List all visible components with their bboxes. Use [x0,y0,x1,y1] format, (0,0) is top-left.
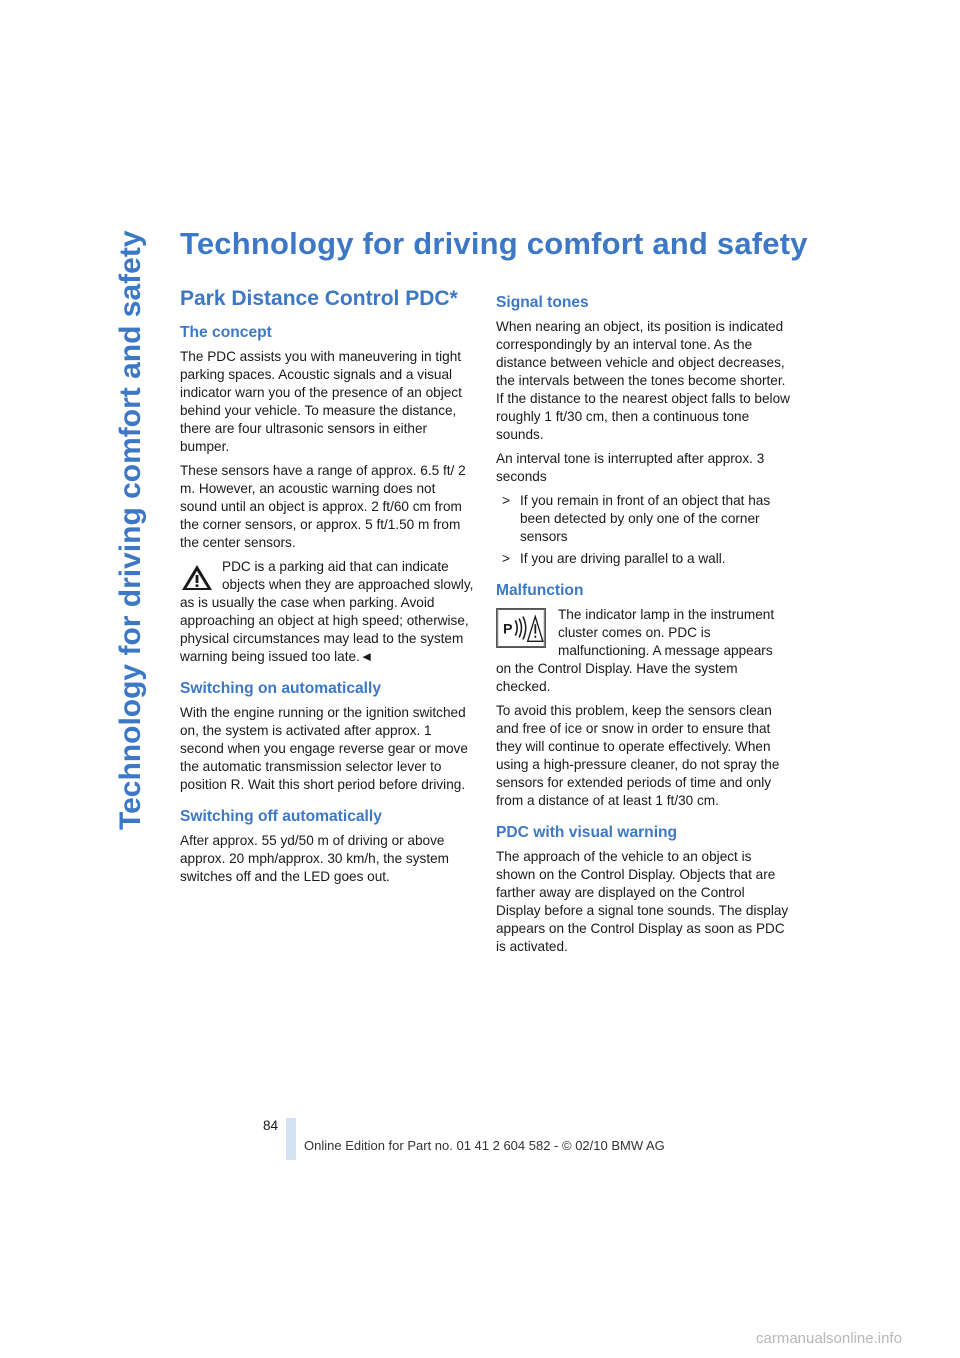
bullet-mark: > [502,493,510,508]
signal-tones-heading: Signal tones [496,294,589,311]
bullet-mark: > [502,551,510,566]
end-mark-icon: ◄ [359,649,374,664]
concept-paragraph-1: The PDC assists you with maneuvering in tight parking spaces. Acoustic signals and a visual indicator warn you of the presence of an object behind your vehicle. To measure the distance, there are four ultrasonic sensors in either bumper. [180,349,462,454]
list-item: > If you are driving parallel to a wall. [502,551,726,566]
concept-heading: The concept [180,324,272,341]
pdc-malfunction-icon [496,608,546,648]
malfunction-paragraph-1: P The indicator lamp in the instrument cluster comes on. PDC is malfunctioning. A message appears on the Control Display. Have the system checked. [496,607,775,694]
warning-text: PDC is a parking aid that can indicate objects when they are approached slowly, as is usually the case when parking. Avoid approaching an object at high speed; otherwise, physical circumstances may lead to the system warning being issued too late. [180,559,474,664]
switch-off-paragraph: After approx. 55 yd/50 m of driving or above approx. 20 mph/approx. 30 km/h, the system switches off and the LED goes out. [180,833,449,884]
left-column [180,287,474,892]
switch-on-heading: Switching on automatically [180,680,382,697]
footer-edition-text: Online Edition for Part no. 01 41 2 604 582 - © 02/10 BMW AG [304,1138,665,1153]
signal-bullet-list [496,492,790,568]
concept-paragraph-2: These sensors have a range of approx. 6.5 ft/ 2 m. However, an acoustic warning does not sound until an object is approx. 2 ft/60 cm from the corner sensors, or approx. 5 ft/1.50 m from the center sensors. [180,463,466,550]
switch-off-heading: Switching off automatically [180,808,382,825]
svg-text:P: P [502,621,513,638]
watermark: carmanualsonline.info [756,1330,902,1347]
side-chapter-title: Technology for driving comfort and safety [114,230,147,830]
signal-paragraph-1: When nearing an object, its position is indicated correspondingly by an interval tone. As the distance between vehicle and object decreases, the intervals between the tones become shorter. If the distance to the nearest object falls to below roughly 1 ft/30 cm, then a continuous tone sounds. [496,319,790,442]
warning-triangle-icon [180,562,214,592]
page-number: 84 [263,1118,279,1133]
section-title: Park Distance Control PDC* [180,287,458,310]
signal-paragraph-2: An interval tone is interrupted after approx. 3 seconds [496,451,765,484]
chapter-title: Technology for driving comfort and safety [180,226,808,261]
malfunction-paragraph-2: To avoid this problem, keep the sensors clean and free of ice or snow in order to ensure that they will continue to operate effectively. When using a high-pressure cleaner, do not spray the sensors for extended periods of time and only from a distance of at least 1 ft/30 cm. [496,703,780,808]
warning-note [180,558,474,666]
right-column [496,294,790,962]
malfunction-heading: Malfunction [496,582,584,599]
footer-bar [286,1118,296,1160]
switch-on-paragraph: With the engine running or the ignition switched on, the system is activated after approx. 1 second when you engage reverse gear or move the automatic transmission selector lever to position R. Wait this short period before driving. [180,705,468,792]
visual-warning-paragraph: The approach of the vehicle to an object is shown on the Control Display. Objects that are farther away are displayed on the Control Display before a signal tone sounds. The display appears on the Control Display as soon as PDC is activated. [496,849,789,954]
list-item: > If you remain in front of an object that has been detected by only one of the corner sensors [502,493,771,544]
visual-warning-heading: PDC with visual warning [496,824,678,841]
